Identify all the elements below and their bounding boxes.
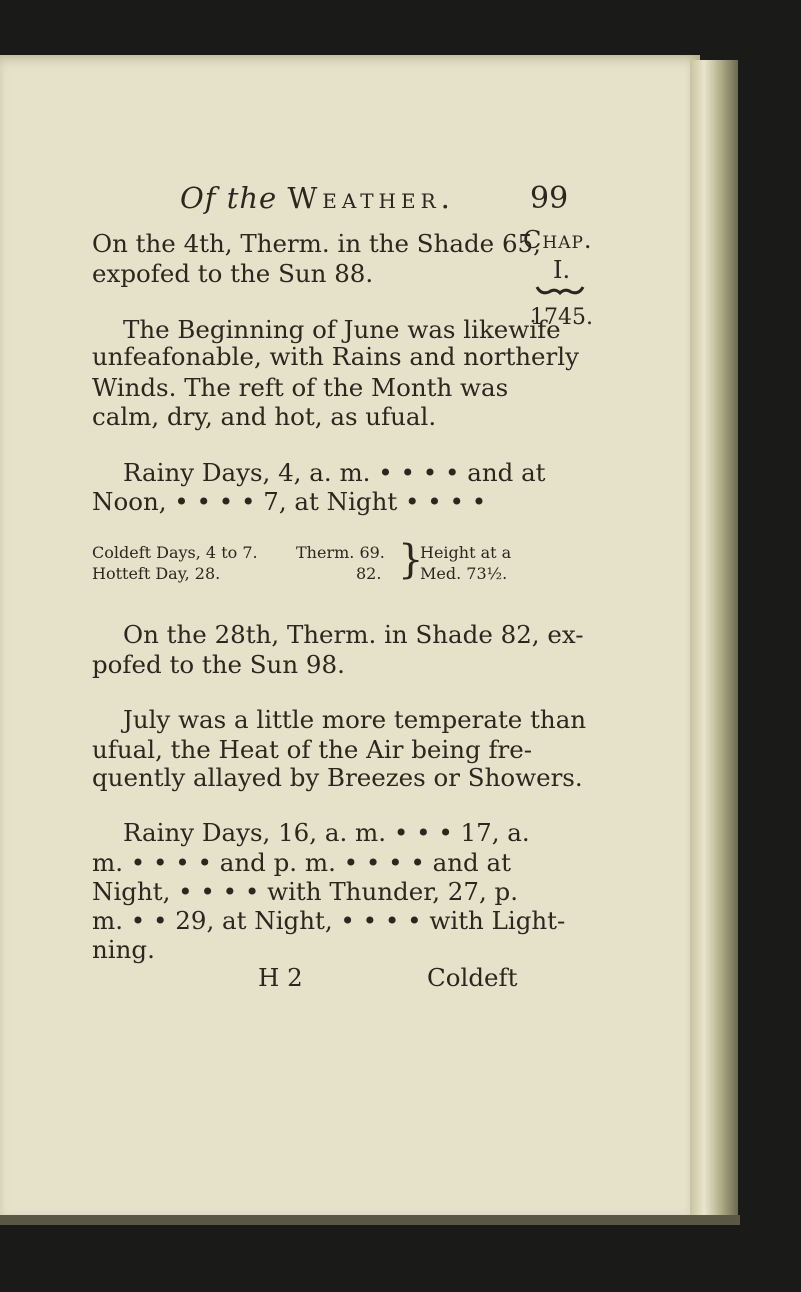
text-line-16: Night, • • • • with Thunder, 27, p. [92,877,519,906]
ornament-icon [535,284,585,296]
table-row2-mid: 82. [356,564,382,583]
table-row2-left: Hotteft Day, 28. [92,564,221,583]
text-line-18: ning. [92,935,155,964]
text-line-13: quently allayed by Breezes or Showers. [92,763,583,792]
text-line-6: calm, dry, and hot, as ufual. [92,402,437,431]
text-line-10: pofed to the Sun 98. [92,650,345,679]
running-head-weather: Weather. [287,181,455,215]
text-line-3-content: The Beginning of June was likewife [123,315,561,344]
signature-mark: H 2 [258,963,303,992]
text-line-2: expofed to the Sun 88. [92,259,374,288]
text-line-4: unfeafonable, with Rains and northerly [92,342,579,371]
table-row1-mid: Therm. 69. [296,543,385,562]
text-line-15: m. • • • • and p. m. • • • • and at [92,848,511,877]
text-line-17: m. • • 29, at Night, • • • • with Light- [92,906,566,935]
table-row1-right: Height at a [420,543,512,562]
text-line-3 [123,315,561,345]
text-line-8: Noon, • • • • 7, at Night • • • • [92,487,487,516]
table-row1-left: Coldeft Days, 4 to 7. [92,543,258,562]
catchword: Coldeft [427,963,518,992]
page-edge-stack [690,60,738,1220]
text-line-7: Rainy Days, 4, a. m. • • • • and at [123,458,546,487]
text-line-11: July was a little more temperate than [123,705,587,734]
running-head [180,181,455,215]
text-line-14: Rainy Days, 16, a. m. • • • 17, a. [123,818,530,847]
text-line-1: On the 4th, Therm. in the Shade 65, [92,229,541,258]
page-number: 99 [530,181,569,216]
margin-chapter-number: I. [553,256,571,284]
text-line-9: On the 28th, Therm. in Shade 82, ex- [123,620,584,649]
table-row2-right: Med. 73½. [420,564,508,583]
running-head-of-the: Of the [180,181,278,215]
page-bottom-shadow [0,1215,740,1225]
margin-chapter: Chap. [523,226,593,254]
text-line-5: Winds. The reft of the Month was [92,373,509,402]
brace-icon: } [398,537,424,583]
text-line-12: ufual, the Heat of the Air being fre- [92,735,533,764]
margin-year: 1745. [530,305,593,330]
